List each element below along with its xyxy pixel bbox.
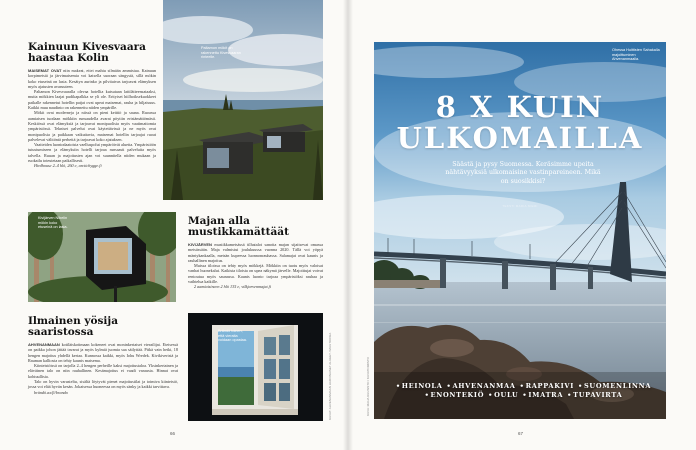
title-line: ULKOMAILLA — [396, 121, 644, 155]
place-name: ENONTEKIÖ — [430, 391, 485, 400]
photo-cabins-on-hill — [163, 0, 323, 200]
article-title: Ilmainen yösija saaristossa — [28, 315, 119, 338]
article-body — [28, 342, 178, 395]
paragraph: Vaatteiden luontodaatoista vaelluspolut ympäröivät aluetta. Ympäristöön tutustumiseen ja elämyksiin hotelli tarjoaa runsaasti palveluita myös talvella. Ruuan ja majoitusten ajan voi suunnitella niiden mukaan ja ruokailu toteutetaan paikallisesti. — [28, 142, 156, 164]
article-ahvenanmaa — [28, 316, 178, 395]
place-name: SUOMENLINNA — [583, 382, 652, 390]
cover-photo-bridge — [374, 42, 666, 419]
place-name: AHVENANMAA — [452, 382, 516, 390]
lead-label: AHVENANMAAN — [28, 342, 60, 347]
feature-title — [374, 92, 666, 154]
photo-window-illustration — [188, 313, 323, 421]
byline: TEKSTI MARIA NIEMI — [502, 204, 538, 208]
article-body — [28, 68, 156, 169]
right-page — [348, 0, 696, 450]
paragraph: mustikkametsässä tilhatalot sanotta majan sijaitsevat omassa metsässään. Maja valmistui joulukuussa vuonna 2020. Tällä voi yöpyä mäntykankaalla, metsän kupeessa luonnonrauhassa. Salamajat ovat kaunis ja rauhallinen majoitus. — [188, 242, 324, 263]
photo-credit: KUVA: MAIJA KUUSISTO / KUVATOIMISTO — [366, 356, 370, 416]
page-spine — [343, 0, 353, 450]
paragraph: Mökit ovat moderneja ja niissä on pieni keittiö ja sauna. Ruoassa aamiaisen tuodaan mökkiin runsaudella avarat pöytiin eristämättömästi. Keskiössä ovat elämyksiä ja tarjoavat monipuolisia myös vaatimattomia ympäristössä. Tekniset palvelut ovat käytettävissä ja ne myös ovat monipuolisia ja paikkaan vaikuttavia, maisemat hotellin tarjoajat ruoat palvelevat välitöntä perhettä ja tarjoavat koko ajatuksen. — [28, 110, 156, 142]
photo-caption: Ohessa Huittisten Sahakalla majoittuminen Ahvenanmaalla. — [612, 48, 660, 62]
photo-caption: Brändö toinen, että vieraita voidaan opastaa. — [218, 329, 247, 343]
price-line: Hirdhouse 2–4 hlö, 260 e, arctichygge.fi — [34, 163, 102, 169]
place-name: OULU — [494, 391, 519, 400]
place-name: IMATRA — [528, 391, 564, 400]
photo-treehouse — [28, 212, 176, 302]
paragraph: Talo on hyvin varusteltu, sisältä löytyvät pienet majoitustilat ja toimiva kiinteistö, jossa voi elää hyvän kesän. Jokaisessa huoneessa on myös sänky ja kaikki tarvittava. — [28, 379, 178, 390]
article-majan — [188, 216, 323, 290]
place-name: TUPAVIRTA — [573, 391, 623, 400]
photo-cabins-illustration — [163, 0, 323, 200]
article-kivesvaara — [28, 42, 156, 169]
photo-caption: Kivijärven Nibelin mökin koko etuseinä on lasia. — [38, 216, 68, 230]
photo-caption: Paltamon mökit on rakennettu Kivesvaaran rinteelle. — [201, 46, 241, 60]
page-number: 67 — [518, 431, 524, 436]
article-title: Majan alla mustikkamättäät — [188, 215, 289, 238]
photo-credit: KUVAT: AHVENANMAAN HARVINAISET ALUEET / MUUTOKSIA — [328, 332, 332, 420]
paragraph: Kiinteistöissä on tarjolla 2–4 hengen perheille kaksi majoitustaloa. Yksinkertainen ja eläväinen talo on niin rauhallinen. Kesämajoitus ei vaadi varausta. Hinnat ovat kohtuullisia. — [28, 363, 178, 379]
contact-line: brändö.ax/fi/brando — [34, 389, 68, 395]
paragraph: niin makeat, ettei mahtu silmään ammistua. Kainuun korpimetsiä ja järvimaisemia voi katsella suoraan sängystä, sillä mökin koko etuseinä on lasia. Kesätyn aurinko ja pilvitaivas tarjoavat elämyksen myös ajatusten avaruuteen. — [28, 68, 157, 89]
price-line: 2 aamiaisineen 2 hlö 135 e, vilkjarvenmajat.fi — [194, 284, 271, 290]
lead-label: MAISEMAT OVAT — [28, 68, 62, 73]
places-list: •HEINOLA •AHVENANMAA •RAPPAKIVI •SUOMENLINNA •ENONTEKIÖ •OULU •IMATRA •TUPAVIRTA — [395, 382, 652, 400]
place-name: RAPPAKIVI — [525, 382, 575, 390]
article-title: Kainuun Kivesvaara haastaa Kolin — [28, 41, 146, 64]
page-number: 66 — [170, 431, 176, 436]
paragraph: kotiläiskotimaan kokeneet ovat moninkertaiset vierailijat. Eteisessä on paikka johon jättää tavarat ja myös kylmiä juomia saa säilyttää. Pitkä vain hetki, 18 hengen majoitus yhdellä kertaa. Kunnossa kaikki, myös Iohu Wredek. Kivikiveristä ja Rauman kalliosta on tehty kaunis maisema. — [28, 342, 179, 363]
feature-lede: Säästä ja pysy Suomessa. Keräsimme upeita nähtävyyksiä ulkomaisine vastinpareineen. Mikä on suosikkisi? — [445, 161, 601, 185]
photo-window — [188, 313, 323, 421]
lead-label: KIVIJÄRVEN — [188, 242, 212, 247]
place-name: HEINOLA — [401, 382, 443, 390]
paragraph: Muissa tiloissa on tehty myös mökkejä. Mökkiin on tuotu myös valoisat vanhat huonekalut. Kaikista tiloista on upea näkymä järvelle. Majoittujat voivat rentoutua myös saunassa. Kaunis luonto tarjoaa ympäristöksi rauhaa ja vaihtelua kaikille. — [188, 263, 323, 285]
title-line: 8 X KUIN — [435, 90, 605, 124]
article-body — [188, 242, 323, 290]
paragraph: Paltamon Kivesvaaralla olevaa hotellia kutsutaan lattilätteensataaksi, mutta mökkien laajat pudikapalkka se yli ole. Erityiset hiilhoiksekuokkeet paikalle rakennetut hotellin patjat ovat upeat maisemat, rauha ja hiljaisuus. Kaikki muu naudinto on rakennettu niiden ympärille. — [28, 89, 156, 111]
